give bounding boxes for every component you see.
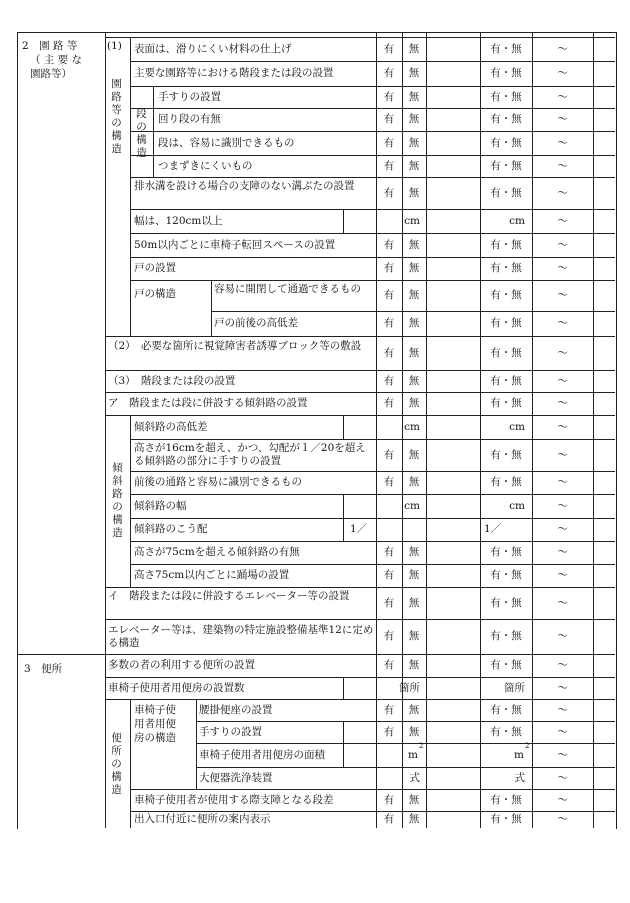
row-rule [105,699,615,700]
row-rule [105,587,615,588]
arinashi-option: 有・無 [490,569,522,581]
ari-option: 有 [383,238,395,251]
nashi-option: 無 [408,659,420,671]
row-rule [130,61,615,62]
item-label-r22: 高さ75cm以内ごとに踊場の設置 [134,569,290,581]
arinashi-option: 有・無 [490,317,522,329]
nashi-option: 無 [408,346,420,359]
structure-vertical-label: 園路等の構造 [111,78,122,155]
toilet-vertical-label: 便所の構造 [111,732,122,796]
row-rule [130,131,615,132]
ari-option: 有 [383,630,395,642]
item-label-r2: 主要な園路等における階段または段の設置 [134,67,334,79]
unit-cm: cm [404,499,420,512]
unit-kasho: 箇所 [399,681,420,694]
ari-option: 有 [383,793,395,806]
ari-option: 有 [383,136,395,149]
unit-cm-2: cm [509,214,525,227]
arinashi-option: 有・無 [490,630,522,642]
row-rule [130,789,615,790]
unit-cm-2: cm [509,499,525,512]
row-rule [130,541,615,542]
column-rule [130,699,131,828]
arinashi-option: 有・無 [490,703,522,716]
row-rule [130,471,615,472]
item-label-r14: （3） 階段または段の設置 [108,374,236,387]
nashi-option: 無 [408,159,420,172]
nashi-option: 無 [408,793,420,806]
item-label-r23: イ 階段または段に併設するエレベーター等の設置 [108,590,350,602]
tilde-mark: ～ [557,214,568,227]
arinashi-option: 有・無 [490,136,522,149]
ratio-entry-2: 1／ [484,523,502,535]
column-rule [153,86,154,177]
tilde-mark: ～ [557,90,568,103]
item-label-r21: 高さが75cmを超える傾斜路の有無 [134,546,300,558]
tilde-mark: ～ [557,136,568,149]
item-label-r29: 車椅子使用者用便房の面積 [199,748,325,761]
unit-cm-2: cm [509,420,525,433]
tilde-mark: ～ [557,374,568,387]
item-label-r4: 回り段の有無 [158,113,221,125]
row-rule [130,257,615,258]
column-rule [130,37,131,336]
row-rule [130,177,615,178]
arinashi-option: 有・無 [490,262,522,274]
tilde-mark: ～ [557,659,568,671]
nashi-option: 無 [408,397,420,409]
ari-option: 有 [383,262,395,274]
nashi-option: 無 [408,113,420,125]
ari-option: 有 [383,476,395,488]
tilde-mark: ～ [557,748,568,761]
nashi-option: 無 [408,813,420,825]
ari-option: 有 [383,186,395,199]
column-rule [593,32,594,828]
row-rule [105,37,615,38]
row-rule [17,654,615,655]
ari-option: 有 [383,159,395,172]
item-label-r19: 傾斜路の幅 [134,499,187,512]
item-label-r12: 戸の前後の高低差 [214,317,298,329]
ari-option: 有 [383,397,395,409]
nashi-option: 無 [408,90,420,103]
ari-option: 有 [383,346,395,359]
item-label-r25: 多数の者の利用する便所の設置 [108,659,255,671]
tilde-mark: ～ [557,317,568,329]
unit-cm: cm [404,420,420,433]
arinashi-option: 有・無 [490,186,522,199]
item-label-r31: 車椅子使用者が使用する際支障となる段差 [134,793,334,806]
arinashi-option: 有・無 [490,238,522,251]
arinashi-option: 有・無 [490,546,522,558]
ari-option: 有 [383,374,395,387]
slope-vertical-label: 傾斜路の構造 [112,462,123,539]
tilde-mark: ～ [557,420,568,433]
tilde-mark: ～ [557,725,568,738]
tilde-mark: ～ [557,596,568,609]
item-label-r9: 50m以内ごとに車椅子転回スペースの設置 [134,238,336,251]
tilde-mark: ～ [557,397,568,409]
row-rule [130,564,615,565]
row-rule [130,280,615,281]
arinashi-option: 有・無 [490,397,522,409]
item-label-r5: 段は、容易に識別できるもの [158,136,295,149]
arinashi-option: 有・無 [490,42,522,55]
ari-option: 有 [383,67,395,79]
tilde-mark: ～ [557,186,568,199]
ari-option: 有 [383,703,395,716]
row-rule [130,86,615,87]
item-label-r26: 車椅子使用者用便房の設置数 [108,681,245,694]
section-2-sub: （ 主 要 な [30,54,83,66]
item-label-r16: 傾斜路の高低差 [134,420,208,433]
ari-option: 有 [383,813,395,825]
tilde-mark: ～ [557,67,568,79]
tilde-mark: ～ [557,681,568,694]
tilde-mark: ～ [557,499,568,512]
nashi-option: 無 [408,569,420,581]
section-3-title: 3 便所 [24,663,63,675]
ari-option: 有 [383,569,395,581]
arinashi-option: 有・無 [490,476,522,488]
column-rule [211,280,212,336]
nashi-option: 無 [408,289,420,301]
item-label-r3: 手すりの設置 [158,90,221,103]
wc-label-1: 車椅子使 [134,704,176,716]
row-rule [105,336,615,337]
ari-option: 有 [383,725,395,738]
item-label-r18: 前後の通路と容易に識別できるもの [134,476,302,488]
item-label-r11b: 容易に開閉して通過できるもの [214,282,361,295]
arinashi-option: 有・無 [490,596,522,609]
section-2-sub2: 園路等） [30,68,72,80]
nashi-option: 無 [408,703,420,716]
ari-option: 有 [383,317,395,329]
arinashi-option: 有・無 [490,346,522,359]
ari-option: 有 [383,546,395,558]
row-rule [130,439,615,440]
ari-option: 有 [383,659,395,671]
item-label-r17: 高さが16cmを超え、かつ、勾配が１／20を超える傾斜路の部分に手すりの設置 [134,442,366,467]
tilde-mark: ～ [557,42,568,55]
tilde-mark: ～ [557,262,568,274]
arinashi-option: 有・無 [490,725,522,738]
tilde-mark: ～ [557,476,568,488]
row-rule [130,108,615,109]
nashi-option: 無 [408,42,420,55]
ari-option: 有 [383,42,395,55]
unit-m2-2: m [514,748,524,761]
nashi-option: 無 [408,317,420,329]
nashi-option: 無 [408,546,420,558]
column-rule [105,32,106,828]
arinashi-option: 有・無 [490,90,522,103]
item-label-r7: 排水溝を設ける場合の支障のない溝ぶたの設置 [134,180,355,192]
column-rule [130,415,131,587]
ari-option: 有 [383,90,395,103]
step-vertical-label: 段の構造 [136,108,147,159]
merge-mask [344,210,376,233]
item-label-r30: 大便器洗浄装置 [199,771,273,784]
tilde-mark: ～ [557,289,568,301]
merge-mask [344,416,376,439]
unit-shiki: 式 [409,771,420,784]
item-label-r11a: 戸の構造 [134,288,176,300]
tilde-mark: ～ [557,569,568,581]
tilde-mark: ～ [557,448,568,461]
wc-label-2: 用者用便 [134,718,176,730]
item-label-r10: 戸の設置 [134,262,176,274]
item-label-r1: 表面は、滑りにくい材料の仕上げ [134,42,292,55]
arinashi-option: 有・無 [490,793,522,806]
unit-kasho-2: 箇所 [504,681,525,694]
tilde-mark: ～ [557,630,568,642]
arinashi-option: 有・無 [490,448,522,461]
item-label-r13: （2） 必要な箇所に視覚障害者誘導ブロック等の敷設 [108,340,362,352]
tilde-mark: ～ [557,523,568,535]
unit-m2: m [408,748,418,761]
nashi-option: 無 [408,186,420,199]
nashi-option: 無 [408,596,420,609]
arinashi-option: 有・無 [490,659,522,671]
arinashi-option: 有・無 [490,374,522,387]
row-rule [196,767,615,768]
tilde-mark: ～ [557,703,568,716]
section-2-title: 2 園 路 等 [22,40,78,52]
item-label-r6: つまずきにくいもの [158,159,253,172]
item-label-r8: 幅は、120cm以上 [134,214,223,227]
row-rule [211,311,615,312]
row-rule [130,811,615,812]
nashi-option: 無 [408,448,420,461]
merge-mask [344,495,376,518]
nashi-option: 無 [408,238,420,251]
row-rule [130,155,615,156]
tilde-mark: ～ [557,546,568,558]
tilde-mark: ～ [557,159,568,172]
nashi-option: 無 [408,725,420,738]
row-rule [105,619,615,620]
tilde-mark: ～ [557,346,568,359]
item-label-r32: 出入口付近に便所の案内表示 [134,813,271,825]
ratio-entry: 1／ [350,523,368,535]
nashi-option: 無 [408,630,420,642]
row-rule [105,392,615,393]
tilde-mark: ～ [557,113,568,125]
row-rule [130,233,615,234]
arinashi-option: 有・無 [490,113,522,125]
tilde-mark: ～ [557,793,568,806]
unit-shiki-2: 式 [514,771,525,784]
merge-mask [403,519,425,541]
wc-label-3: 房の構造 [134,732,176,744]
ari-option: 有 [383,113,395,125]
arinashi-option: 有・無 [490,67,522,79]
merge-mask [344,678,376,699]
column-rule [196,699,197,789]
tilde-mark: ～ [557,238,568,251]
item-label-r20: 傾斜路のこう配 [134,523,208,535]
nashi-option: 無 [408,136,420,149]
merge-mask [344,744,376,767]
tilde-mark: ～ [557,813,568,825]
nashi-option: 無 [408,374,420,387]
item-1-number: (1) [107,40,122,52]
row-rule [105,370,615,371]
item-label-r24: エレベーター等は、建築物の特定施設整備基準12に定める構造 [108,623,374,649]
item-label-r27: 腰掛便座の設置 [199,703,273,716]
tilde-mark: ～ [557,771,568,784]
column-rule [426,32,427,828]
ari-option: 有 [383,448,395,461]
ari-option: 有 [383,596,395,609]
arinashi-option: 有・無 [490,159,522,172]
nashi-option: 無 [408,476,420,488]
merge-mask [377,519,401,541]
item-label-r28: 手すりの設置 [199,725,262,738]
ari-option: 有 [383,289,395,301]
nashi-option: 無 [408,67,420,79]
arinashi-option: 有・無 [490,289,522,301]
nashi-option: 無 [408,262,420,274]
arinashi-option: 有・無 [490,813,522,825]
unit-cm: cm [404,214,420,227]
item-label-r15: ア 階段または段に併設する傾斜路の設置 [108,397,308,409]
